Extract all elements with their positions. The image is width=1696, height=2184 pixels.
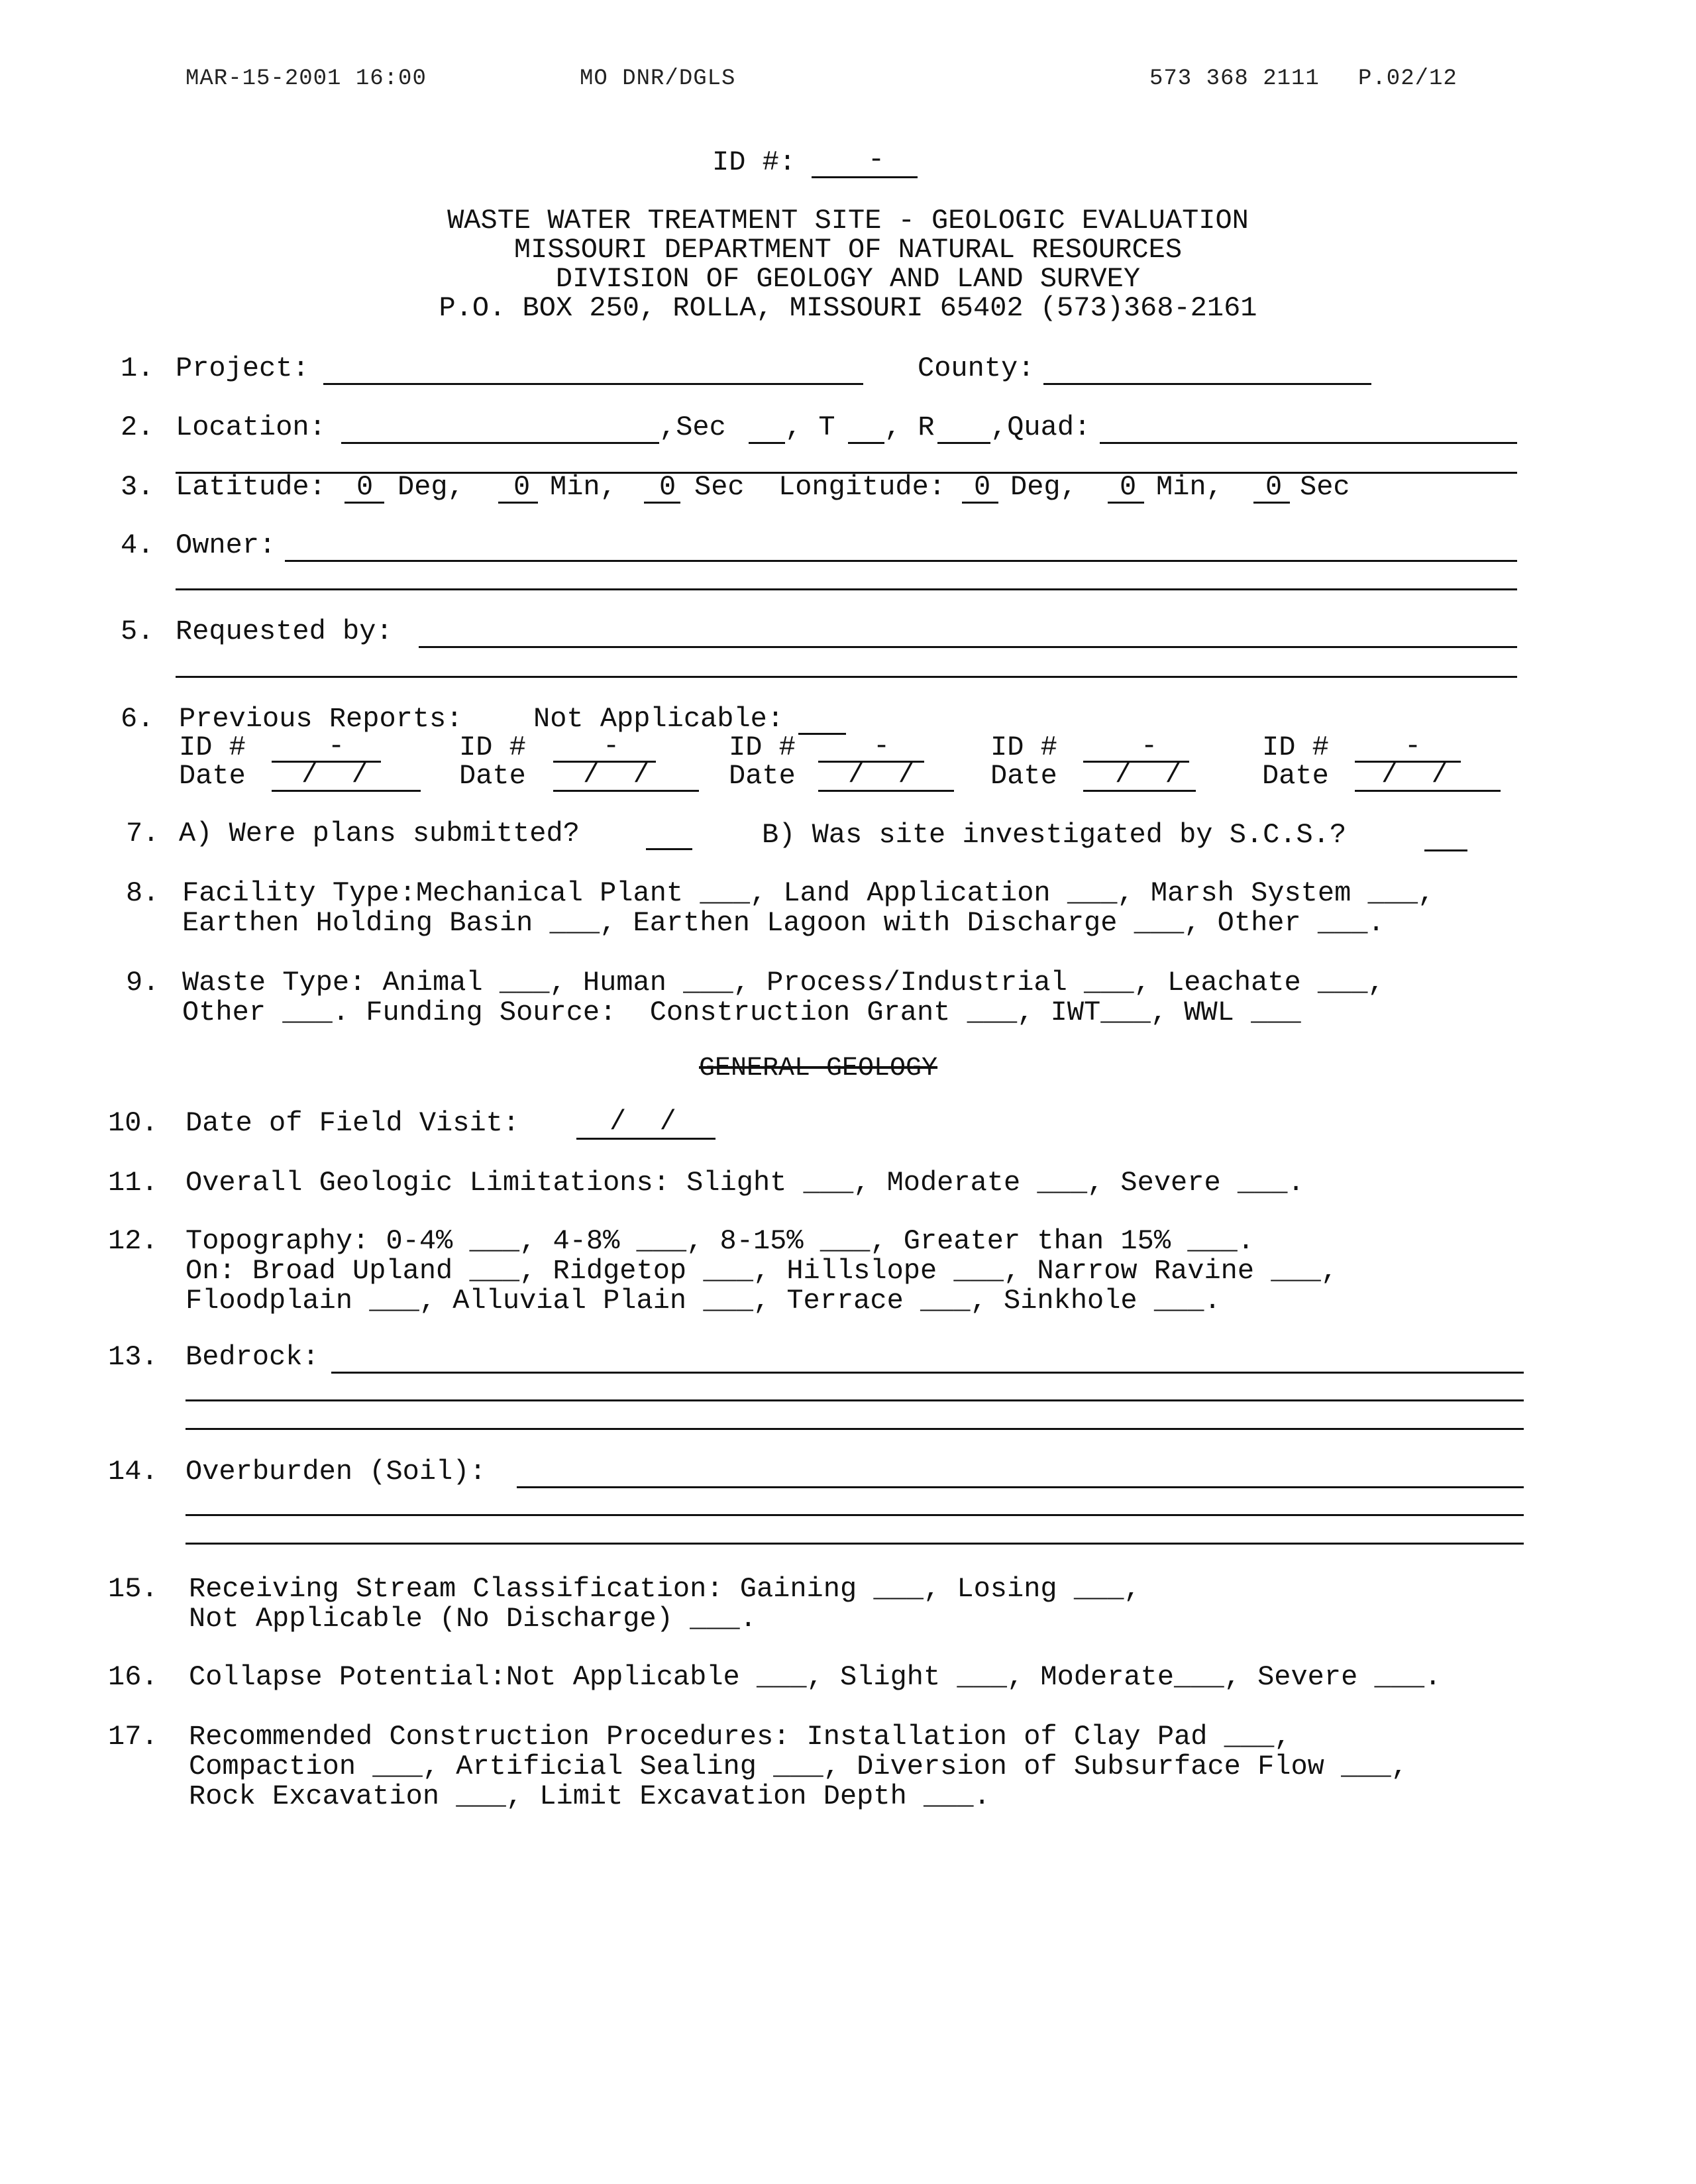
title-line-2: MISSOURI DEPARTMENT OF NATURAL RESOURCES [513, 234, 1183, 266]
prev-id-label-5: ID # [1262, 732, 1329, 763]
prev-id-label-2: ID # [459, 732, 526, 763]
prev-date-field-3[interactable] [818, 790, 954, 792]
plans-submitted-blank[interactable] [646, 848, 692, 850]
receiving-stream-line-1[interactable]: Receiving Stream Classification: Gaining ___, Losing ___, [189, 1573, 1141, 1605]
geologic-limitations-line[interactable]: Overall Geologic Limitations: Slight ___, Moderate ___, Severe ___. [186, 1167, 1304, 1199]
county-label: County: [918, 353, 1035, 384]
sec-field[interactable] [749, 442, 785, 444]
overburden-label: Overburden (Soil): [186, 1456, 486, 1488]
owner-label: Owner: [176, 529, 276, 561]
field-visit-date-field[interactable] [576, 1138, 716, 1140]
q16-number: 16. [108, 1661, 158, 1693]
scs-investigated-blank[interactable] [1424, 849, 1467, 851]
topography-line-1[interactable]: Topography: 0-4% ___, 4-8% ___, 8-15% ___, Greater than 15% ___. [186, 1225, 1255, 1257]
prev-date-label-1: Date [179, 760, 246, 792]
q7-number: 7. [126, 818, 160, 849]
not-applicable-blank[interactable] [798, 733, 846, 735]
construction-procedures-line-1[interactable]: Recommended Construction Procedures: Installation of Clay Pad ___, [189, 1721, 1291, 1753]
range-label: , R [884, 411, 935, 443]
title-line-3: DIVISION OF GEOLOGY AND LAND SURVEY [555, 263, 1141, 295]
prev-date-value-2: / / [583, 759, 650, 791]
prev-id-label-3: ID # [729, 732, 796, 763]
requested-by-label: Requested by: [176, 616, 393, 647]
location-field[interactable] [341, 442, 659, 444]
not-applicable-label: Not Applicable: [533, 703, 784, 735]
scs-investigated-label: B) Was site investigated by S.C.S.? [762, 819, 1347, 851]
prev-id-value-4: - [1141, 730, 1158, 762]
township-field[interactable] [848, 442, 884, 444]
lon-sec-blank [1253, 502, 1290, 504]
q13-number: 13. [108, 1341, 158, 1373]
q1-number: 1. [121, 353, 154, 384]
prev-date-field-5[interactable] [1355, 790, 1501, 792]
fax-page: P.02/12 [1358, 66, 1458, 91]
q10-number: 10. [108, 1107, 158, 1139]
owner-field[interactable] [285, 560, 1517, 562]
id-label: ID #: [712, 146, 796, 178]
project-field[interactable] [323, 383, 863, 385]
waste-type-line-1[interactable]: Waste Type: Animal ___, Human ___, Process/Industrial ___, Leachate ___, [182, 967, 1385, 999]
q11-number: 11. [108, 1167, 158, 1199]
q17-number: 17. [108, 1721, 158, 1753]
prev-date-field-2[interactable] [553, 790, 699, 792]
q9-number: 9. [126, 967, 160, 999]
bedrock-field-line-3[interactable] [186, 1428, 1524, 1430]
lat-deg-blank [344, 502, 384, 504]
prev-date-label-2: Date [459, 760, 526, 792]
prev-date-label-5: Date [1262, 760, 1329, 792]
prev-id-label-4: ID # [990, 732, 1057, 763]
construction-procedures-line-2[interactable]: Compaction ___, Artificial Sealing ___, Diversion of Subsurface Flow ___, [189, 1751, 1408, 1782]
quad-field[interactable] [1100, 442, 1517, 444]
sec-label: ,Sec [659, 411, 726, 443]
overburden-field-line-3[interactable] [186, 1543, 1524, 1545]
q4-number: 4. [121, 529, 154, 561]
id-value: - [868, 144, 885, 176]
q14-number: 14. [108, 1456, 158, 1488]
lon-min-value[interactable]: 0 [1120, 471, 1137, 503]
lat-deg-value[interactable]: 0 [356, 471, 374, 503]
latitude-label: Latitude: [176, 471, 326, 503]
prev-id-value-5: - [1404, 730, 1422, 762]
prev-date-value-5: / / [1381, 759, 1448, 791]
quad-label: ,Quad: [990, 411, 1091, 443]
topography-line-2[interactable]: On: Broad Upland ___, Ridgetop ___, Hillslope ___, Narrow Ravine ___, [186, 1255, 1338, 1287]
prev-date-value-3: / / [848, 759, 915, 791]
fax-sender: MO DNR/DGLS [580, 66, 736, 91]
title-line-4: P.O. BOX 250, ROLLA, MISSOURI 65402 (573)368-2161 [439, 292, 1257, 324]
lon-min-unit: Min, [1156, 471, 1223, 503]
general-geology-heading: GENERAL GEOLOGY [699, 1054, 938, 1083]
prev-date-value-1: / / [301, 759, 368, 791]
requested-by-field[interactable] [419, 646, 1517, 648]
location-label: Location: [176, 411, 326, 443]
prev-id-value-3: - [873, 730, 890, 762]
q3-number: 3. [121, 471, 154, 503]
lon-deg-blank [962, 502, 998, 504]
q6-number: 6. [121, 703, 154, 735]
prev-id-value-1: - [328, 730, 345, 762]
construction-procedures-line-3[interactable]: Rock Excavation ___, Limit Excavation Depth ___. [189, 1780, 990, 1812]
lon-sec-unit: Sec [1300, 471, 1350, 503]
field-visit-value: / / [610, 1106, 676, 1138]
lon-deg-unit: Deg, [1010, 471, 1077, 503]
funding-source-line[interactable]: Other ___. Funding Source: Construction Grant ___, IWT___, WWL ___ [182, 997, 1301, 1028]
project-label: Project: [176, 353, 309, 384]
lon-deg-value[interactable]: 0 [974, 471, 991, 503]
lat-sec-value[interactable]: 0 [659, 471, 676, 503]
prev-date-label-4: Date [990, 760, 1057, 792]
bedrock-field[interactable] [331, 1372, 1524, 1374]
collapse-potential-line[interactable]: Collapse Potential:Not Applicable ___, Slight ___, Moderate___, Severe ___. [189, 1661, 1442, 1693]
facility-type-line-1[interactable]: Facility Type:Mechanical Plant ___, Land Application ___, Marsh System ___, [182, 877, 1435, 909]
fax-phone: 573 368 2111 [1149, 66, 1320, 91]
bedrock-label: Bedrock: [186, 1341, 319, 1373]
bedrock-field-line-2[interactable] [186, 1399, 1524, 1401]
lat-sec-unit: Sec [694, 471, 745, 503]
q8-number: 8. [126, 877, 160, 909]
lat-min-unit: Min, [550, 471, 617, 503]
q15-number: 15. [108, 1573, 158, 1605]
receiving-stream-line-2[interactable]: Not Applicable (No Discharge) ___. [189, 1603, 757, 1635]
prev-date-field-4[interactable] [1083, 790, 1196, 792]
facility-type-line-2[interactable]: Earthen Holding Basin ___, Earthen Lagoon with Discharge ___, Other ___. [182, 907, 1385, 939]
topography-line-3[interactable]: Floodplain ___, Alluvial Plain ___, Terrace ___, Sinkhole ___. [186, 1285, 1221, 1317]
lat-min-blank [498, 502, 538, 504]
prev-date-value-4: / / [1115, 759, 1182, 791]
overburden-field[interactable] [517, 1486, 1524, 1488]
prev-id-value-2: - [603, 730, 620, 762]
fax-date-time: MAR-15-2001 16:00 [186, 66, 427, 91]
lat-min-value[interactable]: 0 [513, 471, 531, 503]
township-label: , T [785, 411, 835, 443]
lat-sec-blank [644, 502, 680, 504]
q12-number: 12. [108, 1225, 158, 1257]
prev-date-field-1[interactable] [272, 790, 421, 792]
prev-date-label-3: Date [729, 760, 796, 792]
q5-number: 5. [121, 616, 154, 647]
plans-submitted-label: A) Were plans submitted? [179, 818, 580, 849]
lon-sec-value[interactable]: 0 [1265, 471, 1283, 503]
lat-deg-unit: Deg, [398, 471, 464, 503]
overburden-field-line-2[interactable] [186, 1514, 1524, 1516]
requested-by-field-line-2[interactable] [176, 676, 1517, 678]
id-blank[interactable] [812, 176, 918, 178]
field-visit-label: Date of Field Visit: [186, 1107, 520, 1139]
lon-min-blank [1108, 502, 1144, 504]
title-line-1: WASTE WATER TREATMENT SITE - GEOLOGIC EVALUATION [447, 205, 1249, 237]
county-field[interactable] [1043, 383, 1371, 385]
previous-reports-label: Previous Reports: [179, 703, 463, 735]
longitude-label: Longitude: [778, 471, 946, 503]
prev-id-label-1: ID # [179, 732, 246, 763]
q2-number: 2. [121, 411, 154, 443]
owner-field-line-2[interactable] [176, 588, 1517, 590]
range-field[interactable] [937, 442, 990, 444]
